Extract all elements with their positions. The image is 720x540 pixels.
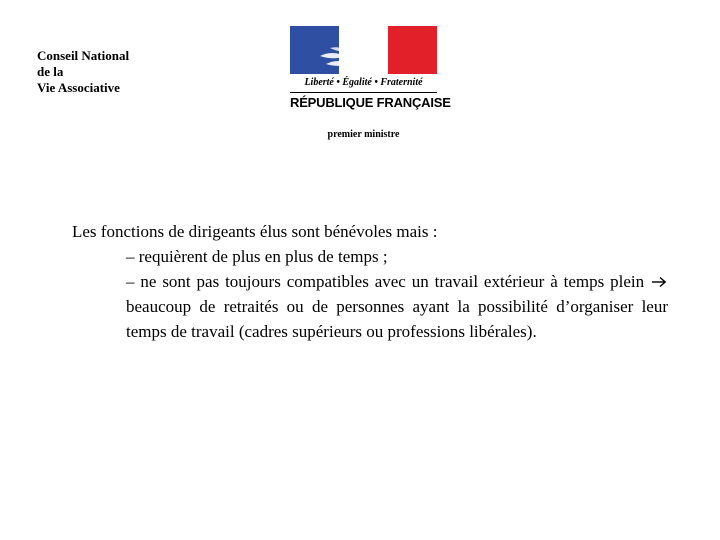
marianne-flag-icon [290,26,437,74]
republique-francaise-logo [290,26,451,113]
bullet-dash: – [126,272,141,291]
premier-ministre-label: premier ministre [327,129,400,140]
list-item [72,269,668,344]
logo-motto: Liberté • Égalité • Fraternité [304,77,423,88]
list-item [72,244,668,269]
logo-divider [290,92,437,93]
right-arrow-icon [651,276,667,288]
organization-line-3: Vie Associative [37,80,120,95]
bullet-text-before-arrow: ne sont pas toujours compatibles avec un travail extérieur à temps plein [140,272,650,291]
bullet-text: requièrent de plus en plus de temps ; [138,247,388,266]
organization-name [37,48,129,96]
bullet-dash: – [126,247,139,266]
bullet-text-after-arrow: beaucoup de retraités ou de personnes ayant la possibilité d’organiser leur temps de travail (cadres supérieurs ou professions libérales). [126,297,668,341]
bullet-list [72,244,668,344]
organization-line-1: Conseil National [37,48,130,63]
logo-republic-text: RÉPUBLIQUE FRANÇAISE [290,95,451,110]
slide-body [72,219,668,344]
organization-line-2: de la [37,64,64,79]
intro-text: Les fonctions de dirigeants élus sont bénévoles mais : [72,222,438,241]
